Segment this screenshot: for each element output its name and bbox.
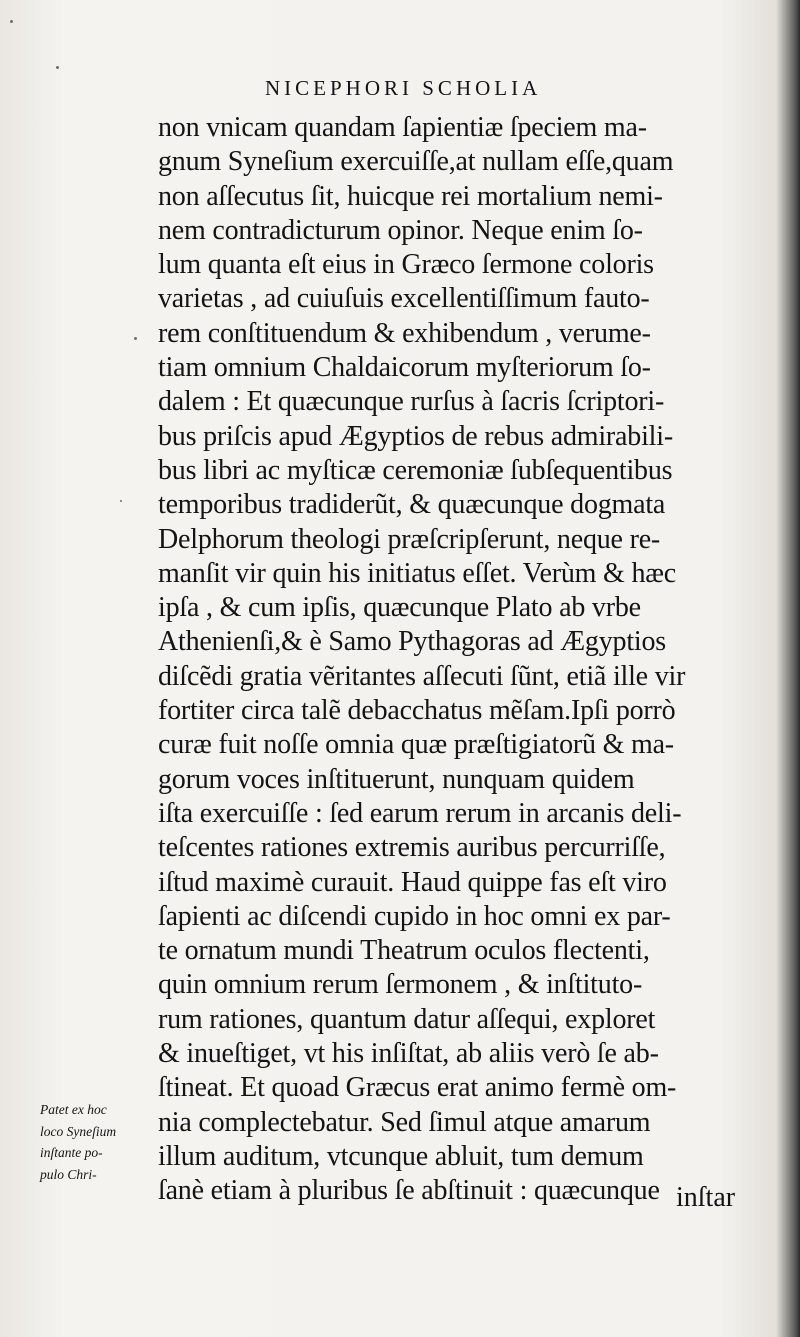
- text-line: illum auditum, vtcunque abluit, tum demum: [158, 1140, 644, 1172]
- paper-speck: [56, 66, 59, 69]
- text-line: & inueſtiget, vt his inſiſtat, ab aliis verò ſe ab-: [158, 1038, 659, 1070]
- marginal-note-line: Patet ex hoc: [40, 1102, 107, 1117]
- text-line: lum quanta eſt eius in Græco ſermone coloris: [158, 249, 654, 281]
- text-line: non aſſecutus ſit, huicque rei mortalium nemi-: [158, 180, 663, 212]
- text-line: nem contradicturum opinor. Neque enim ſo-: [158, 214, 643, 246]
- paper-speck: [120, 500, 122, 502]
- main-text-block: [158, 111, 743, 1209]
- text-line: tiam omnium Chaldaicorum myſteriorum ſo-: [158, 352, 651, 384]
- text-line: quin omnium rerum ſermonem , & inſtituto-: [158, 969, 643, 1001]
- text-line: Athenienſi,& è Samo Pythagoras ad Ægyptios: [158, 626, 666, 658]
- text-line: iſta exercuiſſe : ſed earum rerum in arcanis deli-: [158, 797, 682, 829]
- text-line: dalem : Et quæcunque rurſus à ſacris ſcriptori-: [158, 386, 665, 418]
- text-line: ſanè etiam à pluribus ſe abſtinuit : quæcunque: [158, 1175, 660, 1207]
- text-line: rum rationes, quantum datur aſſequi, exploret: [158, 1003, 656, 1035]
- text-line: diſcẽdi gratia vẽritantes aſſecuti ſũnt, etiã ille vir: [158, 660, 686, 692]
- text-line: bus libri ac myſticæ ceremoniæ ſubſequentibus: [158, 454, 673, 486]
- running-header: NICEPHORI SCHOLIA: [265, 76, 542, 100]
- text-line: varietas , ad cuiuſuis excellentiſſimum fauto-: [158, 283, 650, 315]
- marginal-note-line: pulo Chri-: [40, 1166, 97, 1182]
- text-line: manſit vir quin his initiatus eſſet. Verùm & hæc: [158, 557, 676, 589]
- text-line: fortiter circa talẽ debacchatus mẽſam.Ipſi porrò: [158, 695, 676, 727]
- text-line: Delphorum theologi præſcripſerunt, neque re-: [158, 523, 661, 555]
- text-line: rem conſtituendum & exhibendum , verume-: [158, 317, 651, 349]
- marginal-note-line: inſtante po-: [40, 1145, 103, 1160]
- paper-speck: [134, 337, 137, 340]
- text-line: gnum Syneſium exercuiſſe,at nullam eſſe,quam: [158, 146, 674, 178]
- text-line: nia complectebatur. Sed ſimul atque amarum: [158, 1106, 651, 1138]
- text-line: iſtud maximè curauit. Haud quippe fas eſt viro: [158, 866, 667, 898]
- text-line: teſcentes rationes extremis auribus percurriſſe,: [158, 832, 666, 864]
- text-line: non vnicam quandam ſapientiæ ſpeciem ma-: [158, 112, 647, 143]
- text-line: ſtineat. Et quoad Græcus erat animo fermè om-: [158, 1072, 677, 1104]
- text-line: ſapienti ac diſcendi cupido in hoc omni ex par-: [158, 900, 671, 932]
- marginal-note: [40, 1099, 158, 1185]
- marginal-note-line: loco Syneſium: [40, 1123, 117, 1139]
- text-line: te ornatum mundi Theatrum oculos flectenti,: [158, 935, 650, 967]
- text-line: temporibus tradiderũt, & quæcunque dogmata: [158, 489, 666, 521]
- paper-speck: [10, 20, 13, 23]
- text-line: bus priſcis apud Ægyptios de rebus admirabili-: [158, 420, 673, 452]
- catchword: inſtar: [676, 1182, 736, 1213]
- text-line: curæ fuit noſſe omnia quæ præſtigiatorũ & ma-: [158, 729, 674, 761]
- text-line: gorum voces inſtituerunt, nunquam quidem: [158, 763, 635, 795]
- text-line: ipſa , & cum ipſis, quæcunque Plato ab vrbe: [158, 592, 641, 624]
